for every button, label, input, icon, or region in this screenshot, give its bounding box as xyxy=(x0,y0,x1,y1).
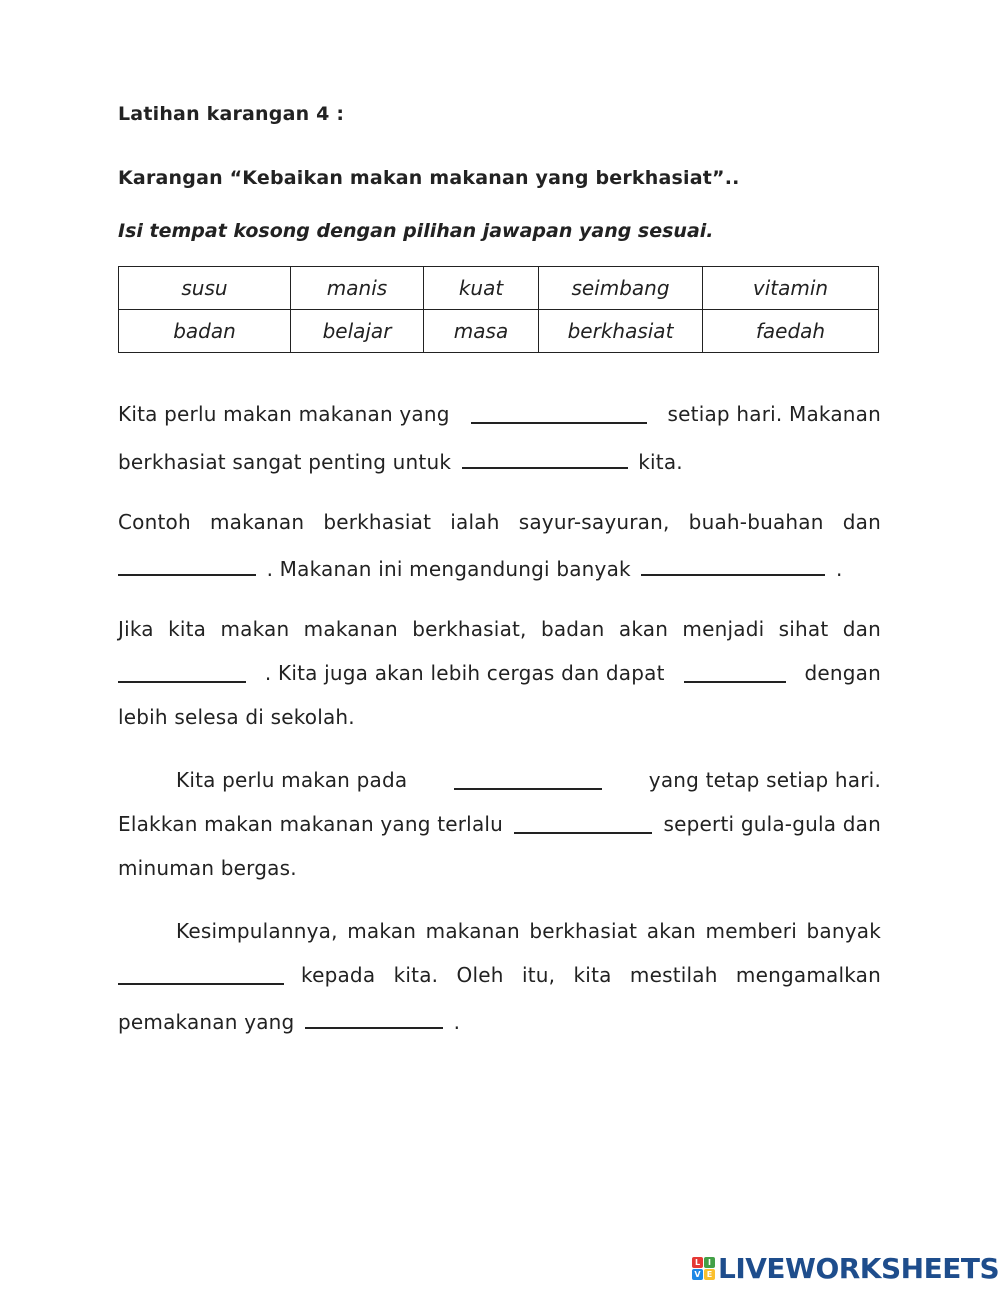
paragraph-1-line-1 xyxy=(118,400,881,428)
paragraph-3-line-2 xyxy=(118,659,881,687)
logo-mark-tile: E xyxy=(704,1269,715,1280)
paragraph-4-line-3: minuman bergas. xyxy=(118,856,297,880)
word-bank-row xyxy=(119,310,879,353)
word-bank-cell: kuat xyxy=(424,267,539,310)
worksheet-title: Latihan karangan 4 : xyxy=(118,103,345,125)
answer-blank[interactable] xyxy=(462,445,628,469)
logo-mark-icon xyxy=(692,1257,715,1280)
word-bank-cell: vitamin xyxy=(703,267,879,310)
text-segment: kepada kita. Oleh itu, kita mestilah mengamalkan xyxy=(301,963,881,987)
text-segment: setiap hari. Makanan xyxy=(667,402,881,426)
answer-blank[interactable] xyxy=(471,400,647,424)
paragraph-2-line-2 xyxy=(118,552,881,580)
word-bank-cell: faedah xyxy=(703,310,879,353)
text-segment: seperti gula-gula dan xyxy=(663,812,881,836)
word-bank-cell: badan xyxy=(119,310,291,353)
text-segment: . Kita juga akan lebih cergas dan dapat xyxy=(264,661,665,685)
answer-blank[interactable] xyxy=(118,659,246,683)
text-segment: kita. xyxy=(638,450,683,474)
word-bank-cell: seimbang xyxy=(539,267,703,310)
text-segment: yang tetap setiap hari. xyxy=(648,768,881,792)
word-bank-cell: berkhasiat xyxy=(539,310,703,353)
text-segment: Elakkan makan makanan yang terlalu xyxy=(118,812,504,836)
liveworksheets-logo xyxy=(692,1252,999,1285)
text-segment: Contoh makanan berkhasiat ialah sayur-sayuran, buah-buahan dan xyxy=(118,510,881,534)
text-segment: pemakanan yang xyxy=(118,1010,295,1034)
text-segment: . xyxy=(835,557,843,581)
text-segment: . xyxy=(453,1010,461,1034)
paragraph-4-line-1 xyxy=(176,766,881,794)
answer-blank[interactable] xyxy=(118,552,256,576)
answer-blank[interactable] xyxy=(454,766,602,790)
text-segment: dengan xyxy=(804,661,881,685)
paragraph-3-line-3: lebih selesa di sekolah. xyxy=(118,705,355,729)
logo-mark-tile: L xyxy=(692,1257,703,1268)
instruction: Isi tempat kosong dengan pilihan jawapan yang sesuai. xyxy=(118,220,714,242)
word-bank-cell: manis xyxy=(291,267,424,310)
word-bank-table xyxy=(118,266,879,353)
paragraph-3-line-1 xyxy=(118,615,881,643)
word-bank-cell: masa xyxy=(424,310,539,353)
answer-blank[interactable] xyxy=(641,552,825,576)
text-segment: Kita perlu makan pada xyxy=(176,768,408,792)
answer-blank[interactable] xyxy=(684,659,786,683)
logo-mark-tile: V xyxy=(692,1269,703,1280)
text-segment: berkhasiat sangat penting untuk xyxy=(118,450,452,474)
text-segment: . Makanan ini mengandungi banyak xyxy=(266,557,631,581)
word-bank-cell: belajar xyxy=(291,310,424,353)
word-bank-row xyxy=(119,267,879,310)
text-segment: Kesimpulannya, makan makanan berkhasiat akan memberi banyak xyxy=(176,919,881,943)
word-bank-cell: susu xyxy=(119,267,291,310)
paragraph-5-line-2 xyxy=(118,961,881,989)
logo-text: LIVEWORKSHEETS xyxy=(718,1252,1000,1285)
paragraph-5-line-1 xyxy=(176,917,881,945)
answer-blank[interactable] xyxy=(118,961,284,985)
answer-blank[interactable] xyxy=(514,810,652,834)
text-segment: Kita perlu makan makanan yang xyxy=(118,402,450,426)
logo-mark-tile: I xyxy=(704,1257,715,1268)
essay-title: Karangan “Kebaikan makan makanan yang berkhasiat”.. xyxy=(118,167,740,189)
paragraph-5-line-3 xyxy=(118,1005,881,1033)
answer-blank[interactable] xyxy=(305,1005,443,1029)
paragraph-2-line-1 xyxy=(118,508,881,536)
paragraph-4-line-2 xyxy=(118,810,881,838)
text-segment: Jika kita makan makanan berkhasiat, badan akan menjadi sihat dan xyxy=(118,617,881,641)
paragraph-1-line-2 xyxy=(118,445,881,473)
